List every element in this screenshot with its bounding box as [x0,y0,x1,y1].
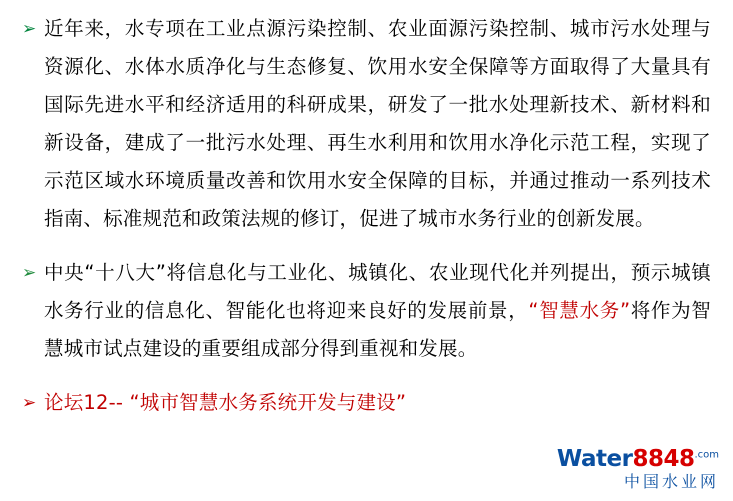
bullet-paragraph-2 [44,254,711,368]
bullet-item-1 [22,10,711,238]
paragraph-2-part-1: 中央“十八大”将信息化与工业化、城镇化、农业现代化并列提出，预示城镇水务行业的信息化、智能化也将迎来良好的发展前景， [44,261,711,322]
bullet-marker-icon: ➢ [22,19,37,39]
logo-subtitle: 中国水业网 [623,472,719,492]
paragraph-2-part-2: 将作为智慧城市试点建设的重要组成部分得到重视和发展。 [44,299,711,360]
bullet-item-3 [22,384,711,422]
bullet-marker-icon: ➢ [22,263,37,283]
paragraph-2-highlight: “智慧水务” [528,299,631,322]
bullet-paragraph-1: 近年来，水专项在工业点源污染控制、农业面源污染控制、城市污水处理与资源化、水体水质净化与生态修复、饮用水安全保障等方面取得了大量具有国际先进水平和经济适用的科研成果，研发了一批水处理新技术、新材料和新设备，建成了一批污水处理、再生水利用和饮用水净化示范工程，实现了示范区域水环境质量改善和饮用水安全保障的目标，并通过推动一系列技术指南、标准规范和政策法规的修订，促进了城市水务行业的创新发展。 [44,17,711,230]
bullet-item-2 [22,254,711,368]
bullet-marker-icon: ➢ [22,393,37,413]
site-logo [557,447,719,491]
logo-brand-text: Water [556,446,633,473]
logo-number-text: 8848 [632,446,695,473]
bullet-paragraph-3: 论坛12-- “城市智慧水务系统开发与建设” [44,391,407,414]
logo-wordmark [557,447,719,471]
logo-domain-suffix: .com [694,449,719,461]
